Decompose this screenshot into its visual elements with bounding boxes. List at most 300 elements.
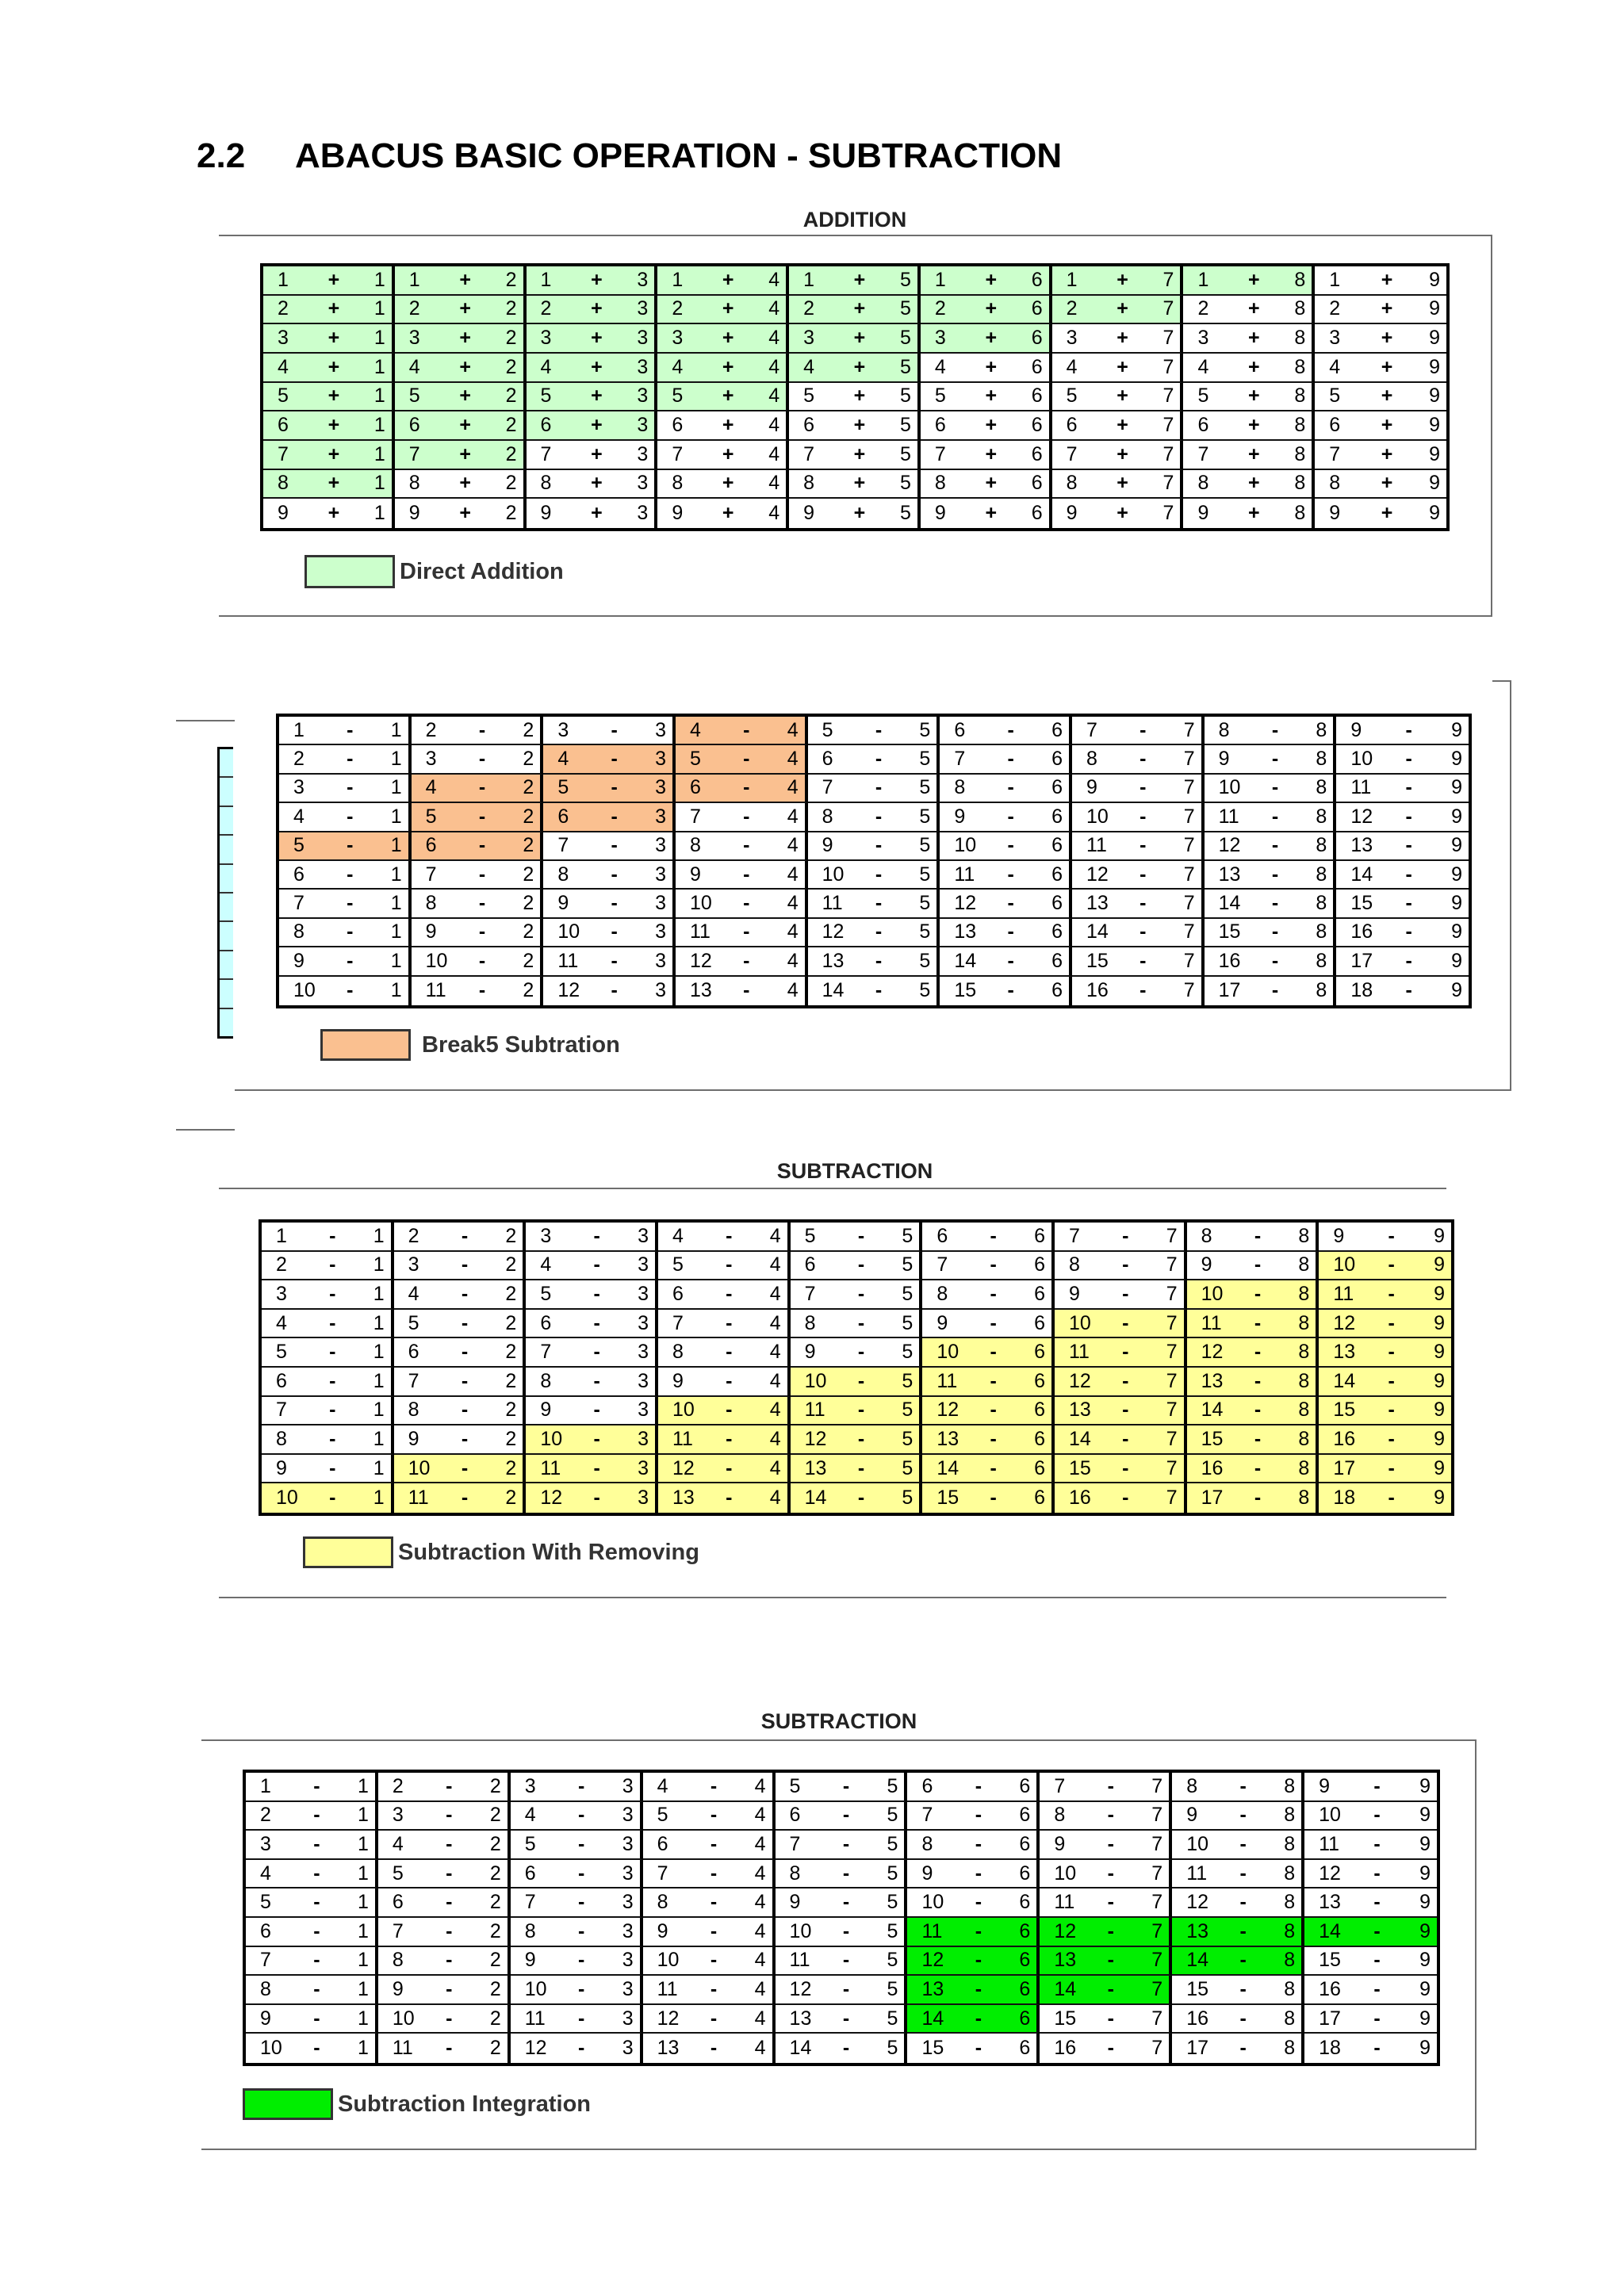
operand-b: 2 [489, 1832, 501, 1855]
operand-a: 5 [293, 834, 304, 857]
operator: - [875, 979, 883, 1002]
operator: + [1381, 442, 1393, 465]
table-cell [776, 1976, 908, 2005]
operator: - [593, 1341, 600, 1364]
operand-b: 9 [1451, 776, 1462, 799]
section4-frame-right [1475, 1739, 1477, 2149]
operand-b: 2 [505, 1253, 517, 1276]
operand-a: 5 [540, 1282, 552, 1305]
table-cell [789, 324, 921, 354]
operator: - [1388, 1369, 1395, 1392]
operand-a: 7 [822, 776, 833, 799]
operand-b: 9 [1434, 1341, 1445, 1364]
section2-frame-bottom [235, 1089, 1511, 1091]
operator: - [743, 892, 750, 915]
operand-b: 1 [373, 355, 385, 378]
operand-a: 6 [936, 1224, 948, 1247]
operand-a: 10 [672, 1399, 695, 1422]
table-cell [922, 1455, 1055, 1484]
operator: - [857, 1253, 865, 1276]
operator: - [446, 2007, 453, 2030]
table-cell [395, 411, 527, 441]
operator: + [853, 414, 866, 437]
operand-b: 2 [523, 979, 534, 1002]
operand-b: 4 [754, 2007, 766, 2030]
operator: - [329, 1341, 336, 1364]
operator: + [853, 442, 866, 465]
operand-a: 13 [936, 1427, 959, 1450]
section2-side-strip [217, 747, 233, 1039]
table-cell [657, 499, 789, 528]
table-cell [246, 1888, 378, 1918]
table-cell [676, 745, 808, 774]
operator: + [722, 442, 734, 465]
operand-b: 3 [655, 776, 666, 799]
operator: - [875, 748, 883, 771]
operand-b: 7 [1151, 1832, 1163, 1855]
operand-b: 2 [505, 268, 517, 291]
operand-b: 7 [1151, 2037, 1163, 2060]
table-cell [526, 1280, 658, 1310]
operand-a: 3 [557, 718, 569, 741]
operand-b: 2 [489, 1862, 501, 1885]
operand-a: 8 [276, 1427, 287, 1450]
operator: - [743, 949, 750, 972]
operand-b: 7 [1166, 1311, 1178, 1334]
operand-a: 10 [921, 1891, 944, 1914]
operand-a: 1 [408, 268, 420, 291]
table-cell [394, 1310, 527, 1339]
operand-b: 9 [1429, 327, 1440, 350]
operand-b: 2 [505, 327, 517, 350]
table-cell [921, 499, 1052, 528]
table-cell [1052, 441, 1184, 470]
operator: - [1405, 920, 1412, 943]
operand-a: 10 [425, 949, 448, 972]
operand-a: 8 [524, 1919, 536, 1942]
operand-b: 8 [1284, 1977, 1296, 2000]
operator: - [1107, 1774, 1114, 1797]
operand-b: 1 [357, 1832, 369, 1855]
operand-a: 10 [789, 1919, 812, 1942]
operand-a: 15 [1086, 949, 1109, 972]
operand-a: 11 [1350, 776, 1372, 799]
operand-b: 2 [505, 414, 517, 437]
operand-b: 5 [887, 1977, 898, 2000]
operand-a: 17 [1319, 2007, 1341, 2030]
operand-b: 7 [1162, 385, 1174, 408]
operator: + [1116, 442, 1128, 465]
table-cell [263, 470, 395, 499]
table-cell [378, 1947, 511, 1976]
table-cell [1315, 296, 1446, 325]
table-cell [527, 296, 658, 325]
operand-a: 7 [804, 1282, 816, 1305]
table-cell [907, 2034, 1040, 2063]
operator: - [1405, 776, 1412, 799]
operand-b: 3 [637, 297, 649, 320]
operand-a: 13 [657, 2037, 680, 2060]
table-cell [921, 266, 1052, 296]
operand-a: 8 [789, 1862, 801, 1885]
operator: - [710, 1949, 718, 1972]
operand-b: 1 [390, 718, 402, 741]
table-cell [643, 1918, 776, 1947]
operand-b: 2 [489, 1804, 501, 1827]
operand-a: 4 [1329, 355, 1341, 378]
operator: - [975, 1919, 982, 1942]
operand-a: 4 [690, 718, 701, 741]
table-cell [526, 1310, 658, 1339]
operator: - [1139, 892, 1147, 915]
operator: - [1122, 1456, 1129, 1479]
table-cell [789, 296, 921, 325]
operator: + [1381, 355, 1393, 378]
operand-b: 4 [768, 414, 780, 437]
operator: - [743, 776, 750, 799]
operand-b: 2 [505, 442, 517, 465]
operator: - [975, 1774, 982, 1797]
removing-label: Subtraction With Removing [398, 1539, 699, 1565]
operand-a: 1 [1066, 268, 1078, 291]
table-cell [789, 411, 921, 441]
operand-a: 9 [524, 1949, 536, 1972]
operand-b: 3 [655, 949, 666, 972]
table-cell [526, 1252, 658, 1281]
table-cell [527, 324, 658, 354]
operand-b: 8 [1294, 442, 1306, 465]
operand-a: 5 [804, 1224, 816, 1247]
table-cell [1187, 1368, 1320, 1397]
operand-b: 3 [622, 1804, 634, 1827]
operand-b: 4 [754, 1804, 766, 1827]
operand-a: 8 [540, 1369, 552, 1392]
operand-a: 9 [425, 920, 437, 943]
operand-b: 8 [1294, 472, 1306, 495]
table-cell [1072, 803, 1205, 832]
table-cell [1304, 1802, 1437, 1831]
table-cell [1040, 2034, 1172, 2063]
table-cell [776, 1888, 908, 1918]
operand-a: 8 [557, 863, 569, 886]
operator: - [313, 1804, 320, 1827]
operand-b: 6 [1034, 1341, 1045, 1364]
operand-a: 16 [1054, 2037, 1077, 2060]
operand-a: 10 [1069, 1311, 1091, 1334]
operand-a: 1 [278, 268, 289, 291]
operand-b: 8 [1294, 297, 1306, 320]
table-cell [658, 1223, 791, 1252]
operand-b: 3 [622, 1949, 634, 1972]
operator: + [1116, 297, 1128, 320]
section2-left-line-top [176, 720, 235, 721]
operand-a: 1 [1329, 268, 1341, 291]
table-cell [940, 919, 1072, 947]
operator: + [1381, 414, 1393, 437]
table-cell [1315, 354, 1446, 383]
operand-a: 7 [803, 442, 815, 465]
operand-b: 4 [787, 979, 799, 1002]
operator: - [1388, 1311, 1395, 1334]
table-cell [262, 1223, 394, 1252]
operand-a: 9 [408, 1427, 419, 1450]
operator: - [990, 1456, 997, 1479]
table-cell [776, 2005, 908, 2034]
operator: + [722, 297, 734, 320]
operand-b: 6 [1019, 2007, 1031, 2030]
operand-a: 16 [1350, 920, 1373, 943]
operator: - [710, 1891, 718, 1914]
operand-b: 9 [1451, 718, 1462, 741]
operator: + [1381, 297, 1393, 320]
operand-a: 14 [789, 2037, 812, 2060]
operand-a: 4 [1197, 355, 1209, 378]
operand-b: 1 [373, 1487, 385, 1510]
operand-a: 13 [921, 1977, 944, 2000]
operand-b: 1 [373, 442, 385, 465]
table-cell [1187, 1425, 1320, 1455]
operand-b: 8 [1298, 1427, 1310, 1450]
operator: + [985, 327, 998, 350]
operand-b: 3 [638, 1282, 649, 1305]
operand-a: 10 [276, 1487, 298, 1510]
operator: - [975, 1862, 982, 1885]
table-cell [940, 861, 1072, 890]
operand-b: 6 [1034, 1311, 1045, 1334]
operand-a: 11 [1054, 1891, 1075, 1914]
operand-a: 4 [293, 805, 304, 828]
operator: - [1107, 1949, 1114, 1972]
operator: + [591, 442, 603, 465]
table-cell [527, 470, 658, 499]
operator: + [1116, 355, 1128, 378]
table-cell [1304, 1947, 1437, 1976]
operator: - [990, 1282, 997, 1305]
operand-a: 9 [921, 1862, 933, 1885]
operator: + [591, 385, 603, 408]
table-cell [676, 832, 808, 861]
operator: - [578, 1832, 585, 1855]
table-cell [246, 1802, 378, 1831]
operator: - [1107, 1862, 1114, 1885]
operator: - [1007, 979, 1014, 1002]
table-cell [526, 1223, 658, 1252]
section-heading [197, 136, 1062, 176]
operator: + [1116, 472, 1128, 495]
operator: - [313, 1862, 320, 1885]
operator: - [1405, 718, 1412, 741]
table-cell [657, 441, 789, 470]
operand-a: 12 [690, 949, 712, 972]
operand-b: 9 [1429, 268, 1440, 291]
operator: - [478, 718, 486, 741]
operator: - [1373, 1977, 1381, 2000]
table-cell [1205, 919, 1337, 947]
operand-b: 1 [373, 1341, 385, 1364]
operand-a: 10 [408, 1456, 431, 1479]
operand-b: 5 [919, 979, 931, 1002]
operator: - [313, 1832, 320, 1855]
operand-a: 7 [1329, 442, 1341, 465]
operand-a: 9 [392, 1977, 404, 2000]
operand-a: 3 [540, 1224, 552, 1247]
operand-b: 3 [622, 1977, 634, 2000]
operand-a: 6 [293, 863, 304, 886]
operator: + [591, 502, 603, 525]
section3-frame-top [219, 1188, 1446, 1189]
table-cell [658, 1310, 791, 1339]
operator: - [875, 949, 883, 972]
operand-b: 7 [1162, 502, 1174, 525]
operand-b: 3 [622, 2037, 634, 2060]
operator: - [975, 2007, 982, 2030]
operand-a: 13 [1186, 1919, 1209, 1942]
operand-a: 7 [657, 1862, 668, 1885]
operand-b: 4 [769, 1456, 781, 1479]
operand-b: 2 [489, 1891, 501, 1914]
operand-b: 9 [1434, 1282, 1445, 1305]
operand-a: 9 [1333, 1224, 1345, 1247]
operator: - [446, 2037, 453, 2060]
operand-b: 6 [1031, 385, 1043, 408]
operand-b: 7 [1151, 2007, 1163, 2030]
operand-a: 8 [934, 472, 946, 495]
operator: - [1373, 1804, 1381, 1827]
table-cell [676, 890, 808, 918]
operator: - [1271, 979, 1279, 1002]
table-cell [1319, 1338, 1451, 1368]
operand-b: 5 [902, 1253, 914, 1276]
operator: - [461, 1282, 469, 1305]
operand-a: 2 [408, 1224, 419, 1247]
operand-b: 3 [638, 1369, 649, 1392]
table-cell [808, 919, 940, 947]
operator: - [1405, 834, 1412, 857]
operator: - [1373, 1832, 1381, 1855]
operator: - [347, 718, 354, 741]
operator: + [459, 414, 471, 437]
table-cell [1315, 499, 1446, 528]
table-cell [808, 947, 940, 976]
table-cell [1052, 383, 1184, 412]
table-cell [263, 324, 395, 354]
operand-a: 11 [672, 1427, 693, 1450]
operator: - [313, 1774, 320, 1797]
operand-b: 2 [505, 1341, 517, 1364]
operator: - [313, 1977, 320, 2000]
operator: - [313, 1919, 320, 1942]
operator: - [1007, 949, 1014, 972]
operator: - [710, 1804, 718, 1827]
table-cell [263, 296, 395, 325]
operand-b: 8 [1316, 776, 1327, 799]
operand-a: 1 [803, 268, 815, 291]
table-cell [940, 717, 1072, 745]
operand-b: 2 [523, 718, 534, 741]
table-cell [922, 1483, 1055, 1513]
operator: - [710, 1774, 718, 1797]
operand-b: 6 [1051, 863, 1063, 886]
operator: - [461, 1487, 469, 1510]
operator: + [853, 297, 866, 320]
operand-a: 9 [822, 834, 833, 857]
operand-b: 6 [1051, 805, 1063, 828]
table-cell [543, 803, 676, 832]
operator: - [1107, 1919, 1114, 1942]
operand-a: 5 [408, 385, 420, 408]
operand-a: 4 [278, 355, 289, 378]
table-cell [776, 1802, 908, 1831]
operator: - [329, 1487, 336, 1510]
operand-a: 5 [1066, 385, 1078, 408]
operator: - [1254, 1341, 1262, 1364]
operand-b: 8 [1316, 892, 1327, 915]
operand-a: 9 [540, 1399, 552, 1422]
operand-b: 1 [373, 297, 385, 320]
table-cell [1072, 775, 1205, 803]
operand-b: 8 [1284, 2037, 1296, 2060]
table-cell [921, 470, 1052, 499]
operand-a: 6 [540, 414, 552, 437]
table-cell [1205, 775, 1337, 803]
operand-b: 7 [1166, 1399, 1178, 1422]
operator: - [313, 2007, 320, 2030]
table-cell [907, 1947, 1040, 1976]
operand-a: 1 [293, 718, 304, 741]
table-cell [378, 1860, 511, 1889]
operator: + [459, 297, 471, 320]
table-cell [922, 1397, 1055, 1426]
operator: - [478, 805, 486, 828]
operand-a: 15 [1350, 892, 1373, 915]
table-cell [1187, 1455, 1320, 1484]
table-cell [511, 1773, 643, 1802]
operator: - [611, 920, 618, 943]
operand-a: 14 [921, 2007, 944, 2030]
operand-b: 7 [1183, 863, 1195, 886]
table-cell [643, 1860, 776, 1889]
operand-a: 3 [276, 1282, 287, 1305]
operator: - [593, 1427, 600, 1450]
operand-a: 3 [803, 327, 815, 350]
operand-a: 11 [557, 949, 579, 972]
operator: - [329, 1253, 336, 1276]
operand-a: 8 [1086, 748, 1097, 771]
table-cell [1336, 745, 1469, 774]
operand-a: 8 [804, 1311, 816, 1334]
operand-a: 17 [1350, 949, 1373, 972]
operator: - [842, 1862, 850, 1885]
table-cell [791, 1338, 923, 1368]
operand-b: 6 [1031, 327, 1043, 350]
table-cell [1183, 499, 1315, 528]
table-cell [676, 947, 808, 976]
operator: - [1007, 834, 1014, 857]
operand-a: 12 [822, 920, 845, 943]
table-cell [1040, 1918, 1172, 1947]
operator: + [1248, 355, 1260, 378]
table-cell [791, 1455, 923, 1484]
table-cell [526, 1455, 658, 1484]
operator: - [329, 1369, 336, 1392]
operand-b: 5 [899, 502, 911, 525]
operand-b: 3 [638, 1253, 649, 1276]
operand-b: 3 [638, 1427, 649, 1450]
operand-a: 2 [934, 297, 946, 320]
operator: - [1239, 1891, 1247, 1914]
table-cell [1205, 832, 1337, 861]
table-cell [658, 1455, 791, 1484]
